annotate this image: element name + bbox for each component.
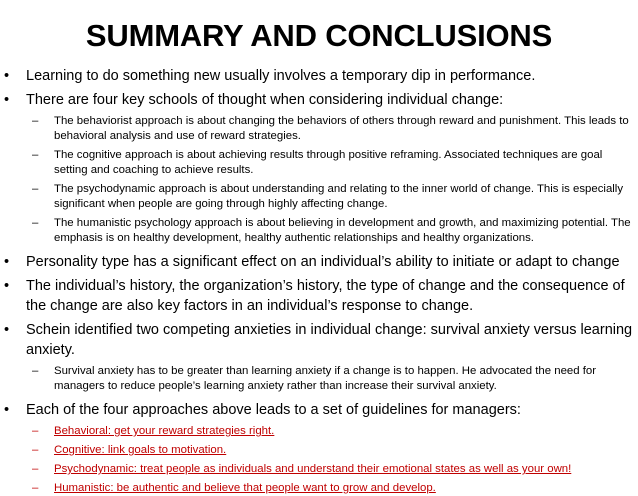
bullet-four-schools: • There are four key schools of thought when considering individual change: [0, 90, 638, 110]
link-humanistic[interactable]: – Humanistic: be authentic and believe that people want to grow and develop. [0, 481, 638, 496]
bullet-list [0, 66, 638, 496]
sub-bullet-survival-anxiety: – Survival anxiety has to be greater than learning anxiety if a change is to happen. He advocated the need for managers to reduce people’s learning anxiety rather than increase their survival anxiety. [0, 364, 638, 394]
sub-bullet-behaviorist: – The behaviorist approach is about changing the behaviors of others through reward and punishment. This leads to behavioral analysis and use of reward strategies. [0, 114, 638, 144]
bullet-personality-type: • Personality type has a significant effect on an individual’s ability to initiate or adapt to change [0, 252, 638, 272]
bullet-learning-dip: • Learning to do something new usually involves a temporary dip in performance. [0, 66, 638, 86]
link-cognitive[interactable]: – Cognitive: link goals to motivation. [0, 443, 638, 458]
bullet-guidelines: • Each of the four approaches above leads to a set of guidelines for managers: [0, 400, 638, 420]
bullet-history-factors: • The individual’s history, the organization’s history, the type of change and the consequence of the change are also key factors in an individual’s response to change. [0, 276, 638, 316]
bullet-schein-anxieties: • Schein identified two competing anxieties in individual change: survival anxiety versus learning anxiety. [0, 320, 638, 360]
sub-bullet-psychodynamic: – The psychodynamic approach is about understanding and relating to the inner world of change. This is especially significant when people are going through highly affecting change. [0, 182, 638, 212]
link-psychodynamic[interactable]: – Psychodynamic: treat people as individuals and understand their emotional states as well as your own! [0, 462, 638, 477]
sub-bullet-cognitive: – The cognitive approach is about achieving results through positive reframing. Associated techniques are goal setting and coaching to achieve results. [0, 148, 638, 178]
link-behavioral[interactable]: – Behavioral: get your reward strategies right. [0, 424, 638, 439]
page-title: SUMMARY AND CONCLUSIONS [85, 18, 553, 53]
sub-bullet-humanistic: – The humanistic psychology approach is about believing in development and growth, and maximizing potential. The emphasis is on healthy development, healthy authentic relationships and healthy organizations. [0, 216, 638, 246]
